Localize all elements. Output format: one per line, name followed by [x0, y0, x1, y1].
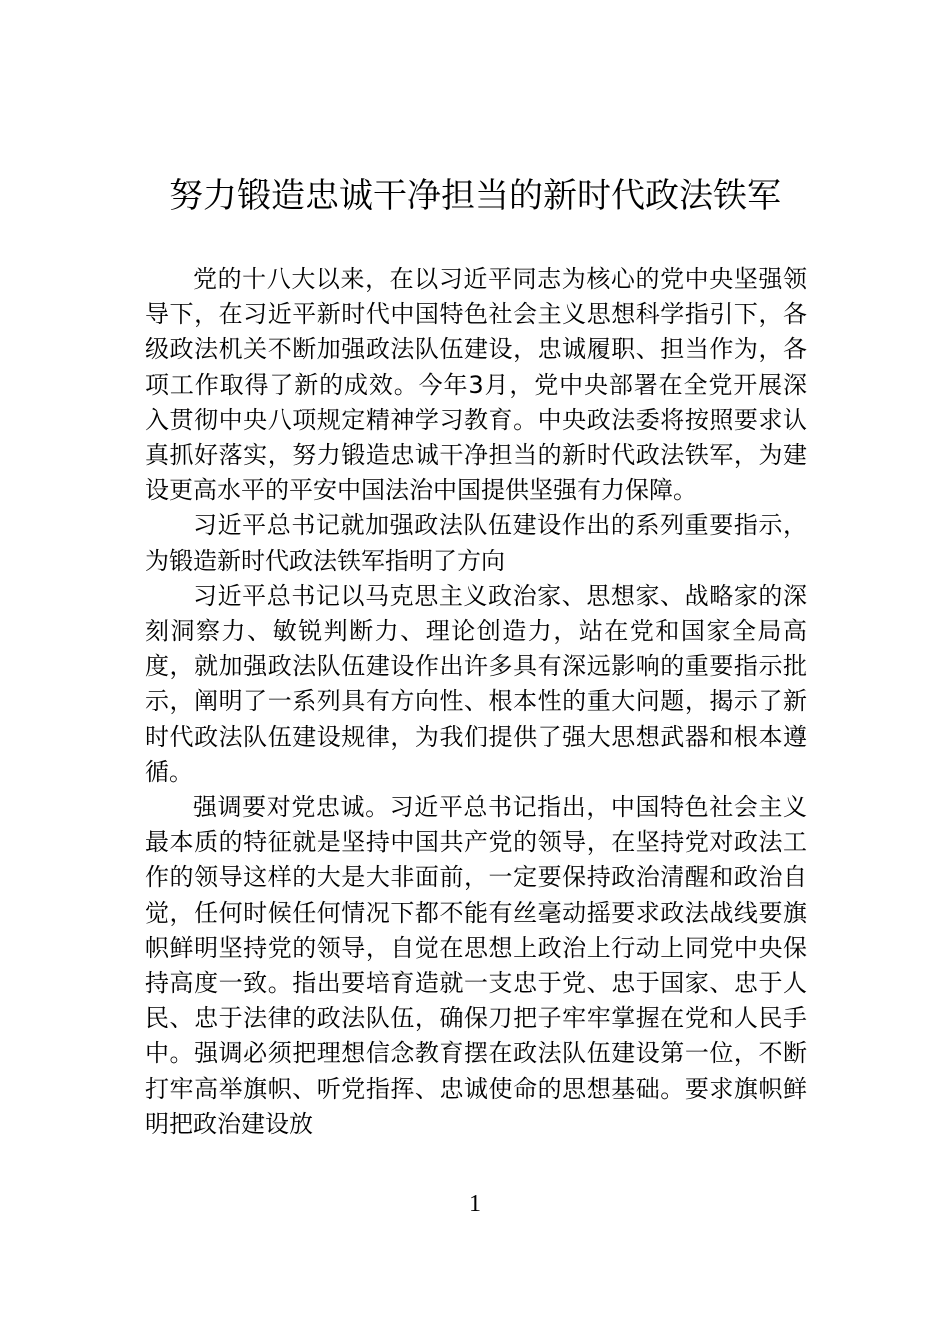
document-body	[145, 262, 807, 1142]
paragraph-section-heading: 习近平总书记就加强政法队伍建设作出的系列重要指示，为锻造新时代政法铁军指明了方向	[145, 511, 807, 575]
document-title: 努力锻造忠诚干净担当的新时代政法铁军	[169, 176, 781, 216]
paragraph-intro: 党的十八大以来，在以习近平同志为核心的党中央坚强领导下，在习近平新时代中国特色社会主义思想科学指引下，各级政法机关不断加强政法队伍建设，忠诚履职、担当作为，各项工作取得了新的成效。今年3月，党中央部署在全党开展深入贯彻中央八项规定精神学习教育。中央政法委将按照要求认真抓好落实，努力锻造忠诚干净担当的新时代政法铁军，为建设更高水平的平安中国法治中国提供坚强有力保障。	[145, 265, 807, 505]
paragraph-overview: 习近平总书记以马克思主义政治家、思想家、战略家的深刻洞察力、敏锐判断力、理论创造力，站在党和国家全局高度，就加强政法队伍建设作出许多具有深远影响的重要指示批示，阐明了一系列具有方向性、根本性的重大问题，揭示了新时代政法队伍建设规律，为我们提供了强大思想武器和根本遵循。	[145, 581, 807, 786]
page-number: 1	[469, 1191, 481, 1217]
paragraph-loyalty: 强调要对党忠诚。习近平总书记指出，中国特色社会主义最本质的特征就是坚持中国共产党的领导，在坚持党对政法工作的领导这样的大是大非面前，一定要保持政治清醒和政治自觉，任何时候任何情况下都不能有丝毫动摇要求政法战线要旗帜鲜明坚持党的领导，自觉在思想上政治上行动上同党中央保持高度一致。指出要培育造就一支忠于党、忠于国家、忠于人民、忠于法律的政法队伍，确保刀把子牢牢掌握在党和人民手中。强调必须把理想信念教育摆在政法队伍建设第一位，不断打牢高举旗帜、听党指挥、忠诚使命的思想基础。要求旗帜鲜明把政治建设放	[145, 793, 807, 1138]
